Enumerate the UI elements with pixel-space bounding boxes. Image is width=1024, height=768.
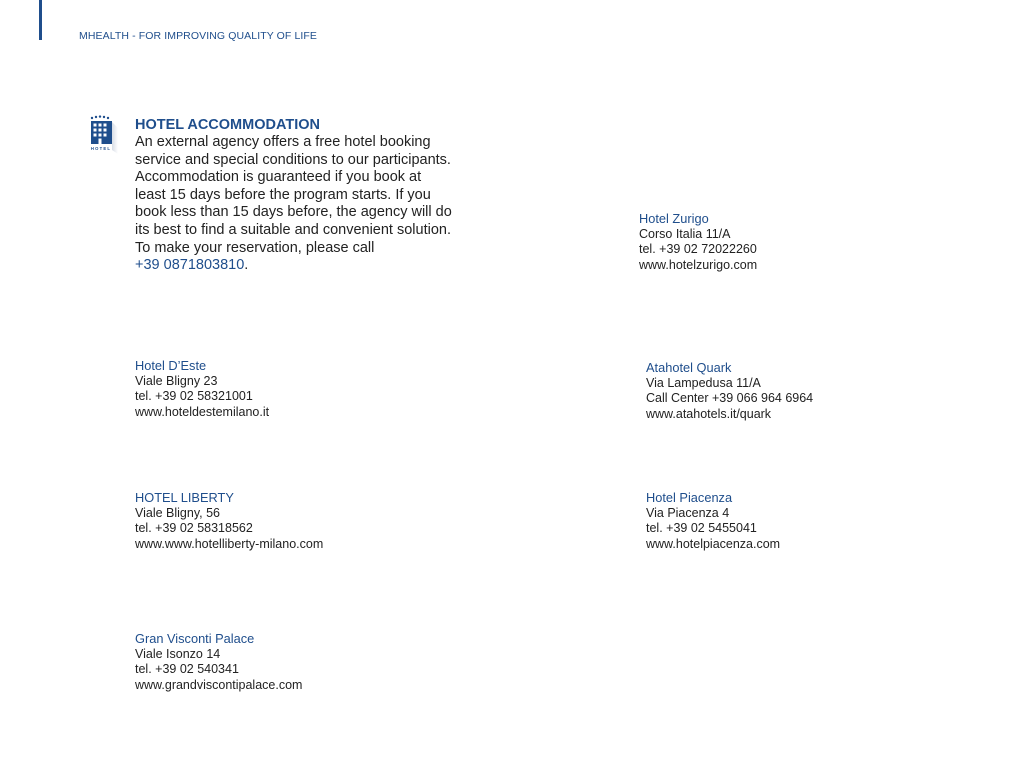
section-title: HOTEL ACCOMMODATION	[135, 117, 320, 133]
page-edge-bar	[39, 0, 42, 40]
hotel-accommodation-section	[135, 116, 485, 275]
hotel-address: Viale Isonzo 14	[135, 646, 221, 661]
hotel-website-link[interactable]: www.grandviscontipalace.com	[135, 677, 303, 692]
hotel-phone[interactable]: tel. +39 02 58321001	[135, 389, 253, 403]
hotel-name: Atahotel Quark	[646, 360, 732, 375]
hotel-name: Hotel D’Este	[135, 358, 207, 373]
hotel-address: Viale Bligny, 56	[135, 505, 221, 520]
hotel-name: Hotel Piacenza	[646, 490, 733, 505]
hotel-address: Via Piacenza 4	[646, 505, 730, 520]
hotel-name: HOTEL LIBERTY	[135, 490, 234, 505]
hotel-website-link[interactable]: www.atahotels.it/quark	[646, 406, 772, 421]
hotel-card-deste	[135, 358, 269, 420]
intro-paragraph	[135, 134, 485, 257]
reservation-phone[interactable]: +39 0871803810	[135, 257, 245, 274]
intro-line: least 15 days before the program starts. If you	[135, 186, 431, 203]
hotel-website-link[interactable]: www.hoteldestemilano.it	[135, 404, 270, 419]
hotel-address: Corso Italia 11/A	[639, 226, 731, 241]
hotel-address: Viale Bligny 23	[135, 373, 218, 388]
hotel-logo-label: HOTEL	[90, 146, 112, 151]
hotel-card-gran-visconti	[135, 631, 302, 693]
hotel-name: Hotel Zurigo	[639, 211, 709, 226]
hotel-building-icon	[84, 114, 122, 158]
hotel-phone[interactable]: tel. +39 02 5455041	[646, 521, 757, 535]
hotel-card-zurigo	[639, 211, 757, 273]
intro-line: book less than 15 days before, the agency will do	[135, 204, 452, 221]
hotel-phone[interactable]: tel. +39 02 58318562	[135, 521, 253, 535]
intro-line: An external agency offers a free hotel booking	[135, 134, 431, 150]
hotel-name: Gran Visconti Palace	[135, 631, 255, 646]
hotel-phone[interactable]: Call Center +39 066 964 6964	[646, 391, 814, 405]
reservation-phone-suffix: .	[244, 257, 249, 274]
reservation-phone-line	[135, 257, 485, 275]
intro-line: service and special conditions to our participants.	[135, 151, 451, 168]
hotel-website-link[interactable]: www.hotelpiacenza.com	[646, 536, 781, 551]
hotel-card-atahotel-quark	[646, 360, 813, 422]
hotel-phone[interactable]: tel. +39 02 540341	[135, 662, 239, 676]
running-header: MHEALTH - FOR IMPROVING QUALITY OF LIFE	[79, 30, 318, 42]
hotel-card-liberty	[135, 490, 323, 552]
intro-line: Accommodation is guaranteed if you book at	[135, 169, 422, 186]
hotel-website-link[interactable]: www.www.hotelliberty-milano.com	[135, 536, 324, 551]
hotel-phone[interactable]: tel. +39 02 72022260	[639, 242, 757, 256]
hotel-website-link[interactable]: www.hotelzurigo.com	[639, 257, 758, 272]
intro-line: To make your reservation, please call	[135, 239, 375, 256]
hotel-card-piacenza	[646, 490, 780, 552]
hotel-logo-svg	[84, 114, 122, 158]
intro-line: its best to find a suitable and convenient solution.	[135, 221, 451, 238]
hotel-address: Via Lampedusa 11/A	[646, 375, 761, 390]
